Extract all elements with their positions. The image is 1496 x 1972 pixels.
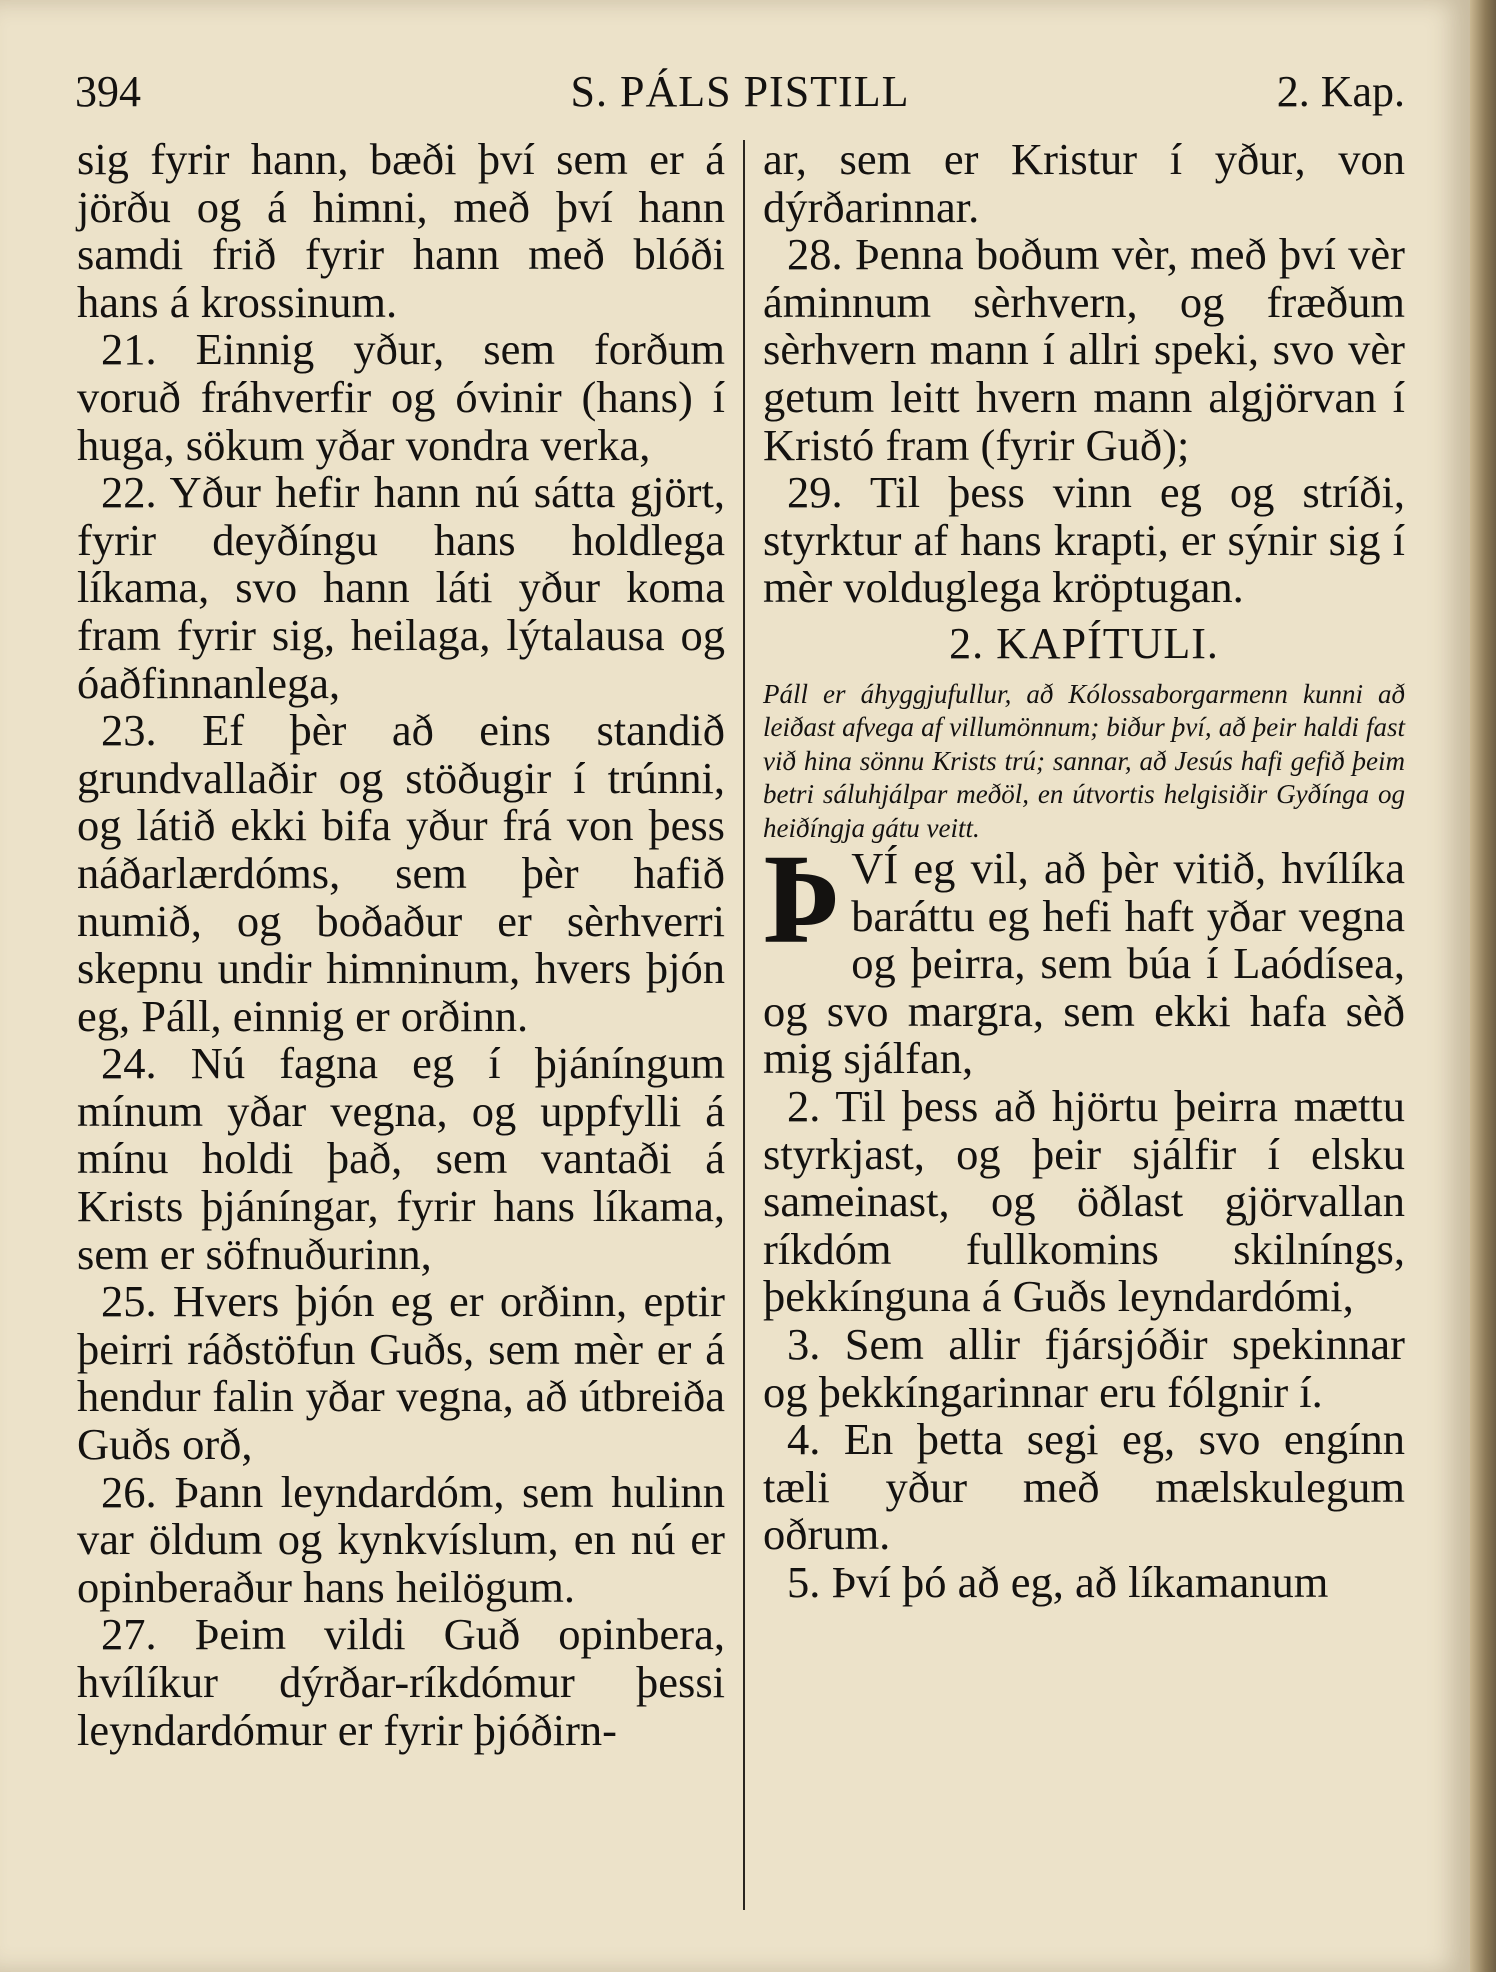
opening-verse-text: VÍ eg vil, að þèr vitið, hvílíka baráttu eg hefi haft yðar vegna og þeirra, sem búa í Laódísea, og svo margra, sem ekki hafa sèð mig sjálfan,	[763, 843, 1405, 1084]
verse-paragraph: 25. Hvers þjón eg er orðinn, eptir þeirri ráðstöfun Guðs, sem mèr er á hendur falin yðar vegna, að útbreiða Guðs orð,	[77, 1276, 725, 1470]
chapter-opening	[763, 828, 1405, 1084]
verse-paragraph: 4. En þetta segi eg, svo engínn tæli yður með mælskulegum oðrum.	[763, 1414, 1405, 1560]
verse-paragraph: ar, sem er Kristur í yður, von dýrðarinnar.	[763, 134, 1405, 232]
right-column	[763, 136, 1405, 1607]
verse-paragraph: 24. Nú fagna eg í þjáníngum mínum yðar vegna, og uppfylli á mínu holdi það, sem vantaði á Krists þjáníngar, fyrir hans líkama, sem er söfnuðurinn,	[77, 1038, 725, 1279]
page-number: 394	[75, 67, 141, 116]
chapter-summary: Páll er áhyggjufullur, að Kólossaborgarmenn kunni að leiðast afvega af villumönnum; biður því, að þeir haldi fast við hina sönnu Krists trú; sannar, að Jesús hafi gefið þeim betri sáluhjálpar meðöl, en útvortis helgisiðir Gyðínga og heiðíngja gátu veitt.	[763, 678, 1405, 843]
verse-paragraph: 29. Til þess vinn eg og stríði, styrktur af hans krapti, er sýnir sig í mèr volduglega kröptugan.	[763, 467, 1405, 613]
verse-paragraph: 2. Til þess að hjörtu þeirra mættu styrkjast, og þeir sjálfir í elsku sameinast, og öðlast gjörvallan ríkdóm fullkomins skilníngs, þekkínguna á Guðs leyndardómi,	[763, 1081, 1405, 1322]
verse-paragraph: 27. Þeim vildi Guð opinbera, hvílíkur dýrðar-ríkdómur þessi leyndardómur er fyrir þjóðirn-	[77, 1609, 725, 1755]
verse-paragraph: 5. Því þó að eg, að líkamanum	[787, 1556, 1329, 1607]
page-edge	[1470, 0, 1496, 1972]
running-head	[75, 66, 1405, 126]
verse-paragraph: 28. Þenna boðum vèr, með því vèr áminnum sèrhvern, og fræðum sèrhvern mann í allri speki, svo vèr getum leitt hvern mann algjörvan í Kristó fram (fyrir Guð);	[763, 229, 1405, 470]
verse-paragraph: 26. Þann leyndardóm, sem hulinn var öldum og kynkvíslum, en nú er opinberaður hans heilögum.	[77, 1466, 725, 1612]
page-title: S. PÁLS PISTILL	[570, 67, 910, 116]
verse-paragraph: 3. Sem allir fjársjóðir spekinnar og þekkíngarinnar eru fólgnir í.	[763, 1318, 1405, 1417]
column-divider	[743, 140, 745, 1910]
chapter-heading: 2. KAPÍTULI.	[949, 618, 1219, 668]
chapter-label: 2. Kap.	[1276, 67, 1405, 116]
verse-paragraph: sig fyrir hann, bæði því sem er á jörðu og á himni, með því hann samdi frið fyrir hann með blóði hans á krossinum.	[77, 134, 725, 327]
drop-cap: Þ	[763, 828, 842, 971]
left-column	[77, 136, 725, 1754]
verse-paragraph: 22. Yður hefir hann nú sátta gjört, fyrir deyðíngu hans holdlega líkama, svo hann láti yður koma fram fyrir sig, heilaga, lýtalausa og óaðfinnanlega,	[77, 467, 725, 708]
verse-paragraph: 21. Einnig yður, sem forðum voruð fráhverfir og óvinir (hans) í huga, sökum yðar vondra verka,	[77, 324, 725, 470]
verse-paragraph: 23. Ef þèr að eins standið grundvallaðir og stöðugir í trúnni, og látið ekki bifa yður frá von þess náðarlærdóms, sem þèr hafið numið, og boðaður er sèrhverri skepnu undir himninum, hvers þjón eg, Páll, einnig er orðinn.	[77, 705, 725, 1041]
